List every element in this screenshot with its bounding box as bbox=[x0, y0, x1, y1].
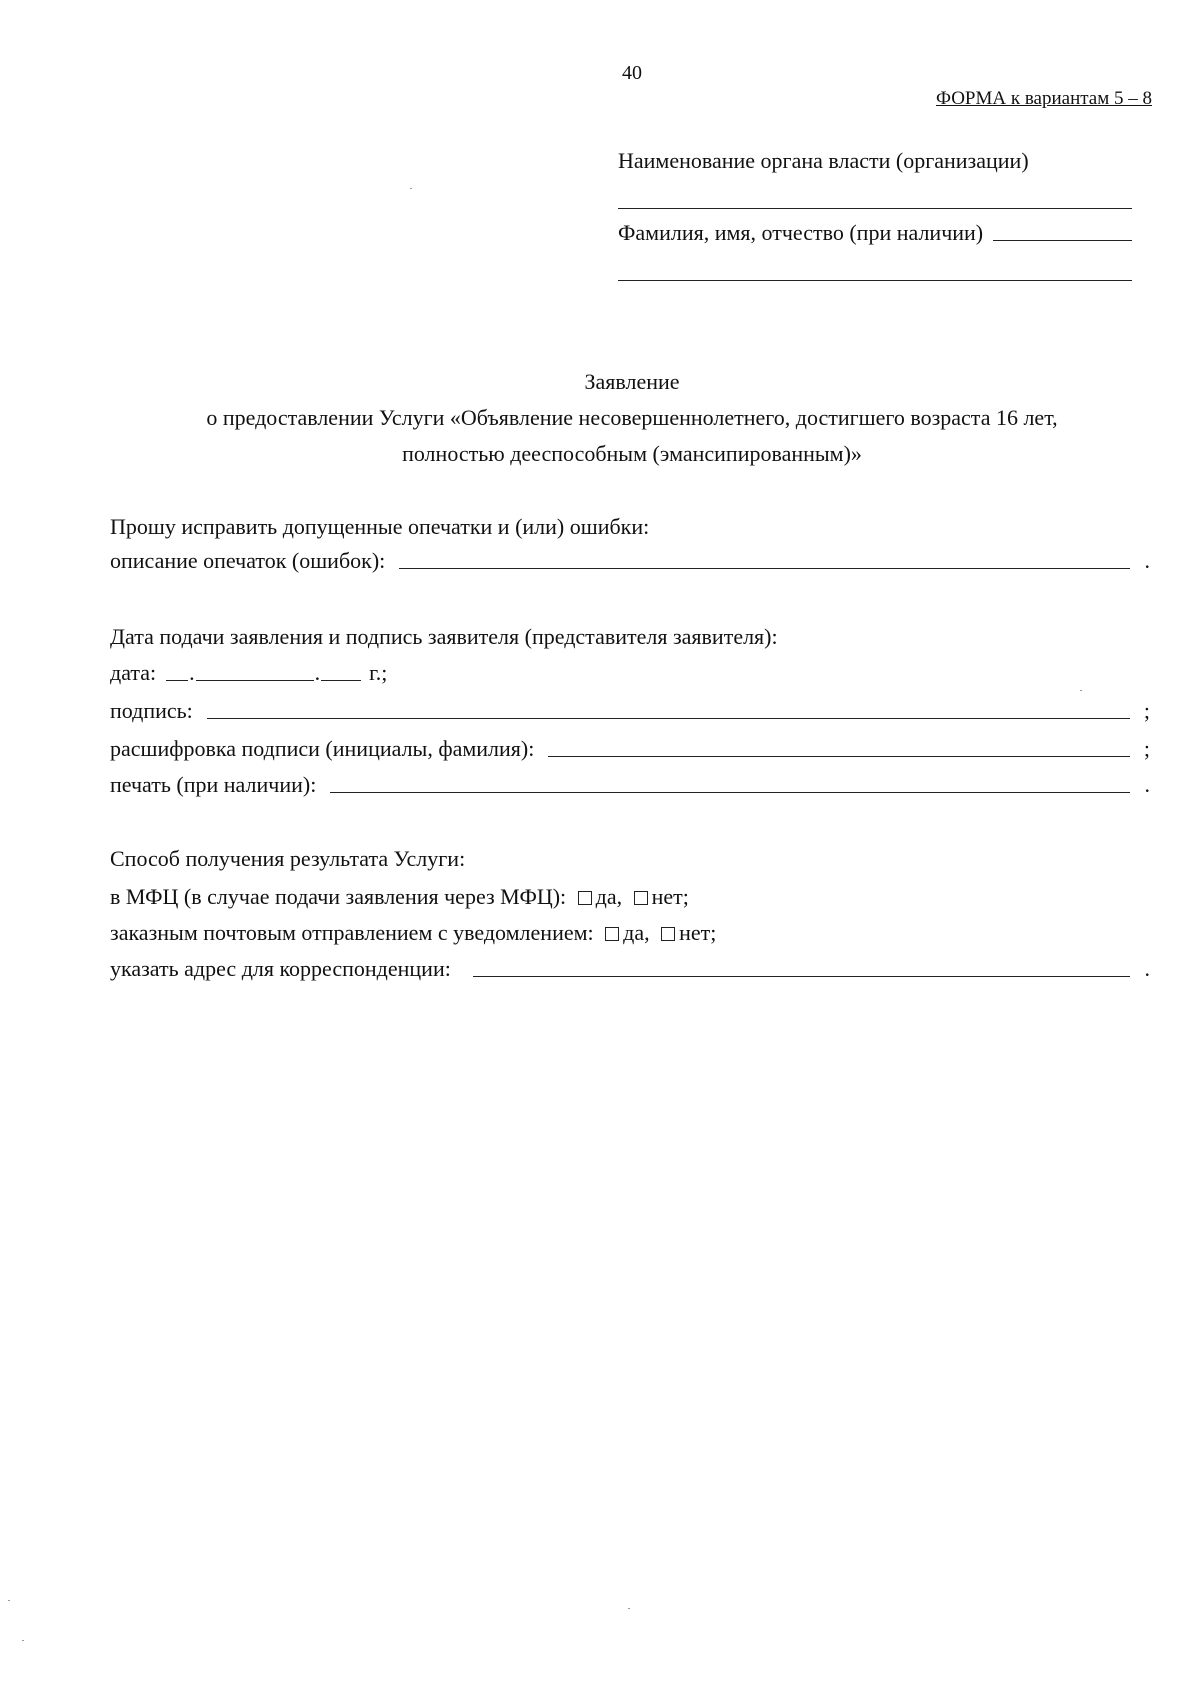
mfc-yes-checkbox[interactable] bbox=[578, 891, 592, 905]
signature-label: подпись: bbox=[110, 698, 193, 723]
fio-field-inline[interactable] bbox=[993, 240, 1132, 241]
scan-speck bbox=[22, 1640, 24, 1641]
date-label: дата: bbox=[110, 660, 157, 685]
scan-speck bbox=[1080, 690, 1082, 691]
address-label: указать адрес для корреспонденции: bbox=[110, 956, 451, 981]
form-reference: ФОРМА к вариантам 5 – 8 bbox=[935, 88, 1152, 109]
corrections-request: Прошу исправить допущенные опечатки и (или) ошибки: bbox=[110, 514, 650, 539]
signature-field[interactable] bbox=[207, 718, 1130, 719]
error-description-label: описание опечаток (ошибок): bbox=[110, 548, 386, 573]
stamp-label: печать (при наличии): bbox=[110, 772, 317, 797]
signature-decode-field[interactable] bbox=[548, 756, 1130, 757]
scan-speck bbox=[410, 188, 412, 189]
signature-decode-row: расшифровка подписи (инициалы, фамилия): ; bbox=[110, 736, 1150, 761]
stamp-field[interactable] bbox=[330, 792, 1130, 793]
date-row: дата: . . г.; bbox=[110, 660, 388, 685]
error-description-row: описание опечаток (ошибок): . bbox=[110, 548, 1150, 573]
title-line-3: полностью дееспособным (эмансипированным)» bbox=[402, 441, 862, 466]
scan-speck bbox=[8, 1600, 10, 1601]
date-day-field[interactable] bbox=[166, 680, 188, 681]
title-line-1: Заявление bbox=[584, 369, 680, 394]
mfc-no-checkbox[interactable] bbox=[634, 891, 648, 905]
mail-no-checkbox[interactable] bbox=[661, 927, 675, 941]
result-heading: Способ получения результата Услуги: bbox=[110, 846, 466, 871]
date-month-field[interactable] bbox=[196, 680, 314, 681]
authority-label: Наименование органа власти (организации) bbox=[618, 148, 1029, 173]
date-suffix: г.; bbox=[369, 660, 388, 685]
fio-label: Фамилия, имя, отчество (при наличии) bbox=[618, 220, 984, 245]
address-field[interactable] bbox=[473, 976, 1130, 977]
signature-row: подпись: ; bbox=[110, 698, 1150, 723]
signature-decode-label: расшифровка подписи (инициалы, фамилия): bbox=[110, 736, 535, 761]
page-number: 40 bbox=[622, 62, 642, 84]
mail-label: заказным почтовым отправлением с уведомлением: bbox=[110, 920, 594, 945]
address-row: указать адрес для корреспонденции: . bbox=[110, 956, 1150, 981]
stamp-row: печать (при наличии): . bbox=[110, 772, 1150, 797]
mfc-label: в МФЦ (в случае подачи заявления через МФЦ): bbox=[110, 884, 567, 909]
title-line-2: о предоставлении Услуги «Объявление несовершеннолетнего, достигшего возраста 16 лет, bbox=[206, 405, 1058, 430]
scan-speck bbox=[628, 1608, 630, 1609]
document-title bbox=[0, 364, 1200, 472]
signature-heading: Дата подачи заявления и подпись заявителя (представителя заявителя): bbox=[110, 624, 778, 649]
mfc-option-row: в МФЦ (в случае подачи заявления через МФЦ): да, нет; bbox=[110, 884, 689, 909]
authority-field[interactable] bbox=[618, 208, 1132, 209]
mail-option-row: заказным почтовым отправлением с уведомлением: да, нет; bbox=[110, 920, 717, 945]
date-year-field[interactable] bbox=[321, 680, 361, 681]
mail-yes-checkbox[interactable] bbox=[605, 927, 619, 941]
fio-row bbox=[618, 220, 1132, 246]
error-description-field[interactable] bbox=[399, 568, 1130, 569]
fio-field[interactable] bbox=[618, 280, 1132, 281]
